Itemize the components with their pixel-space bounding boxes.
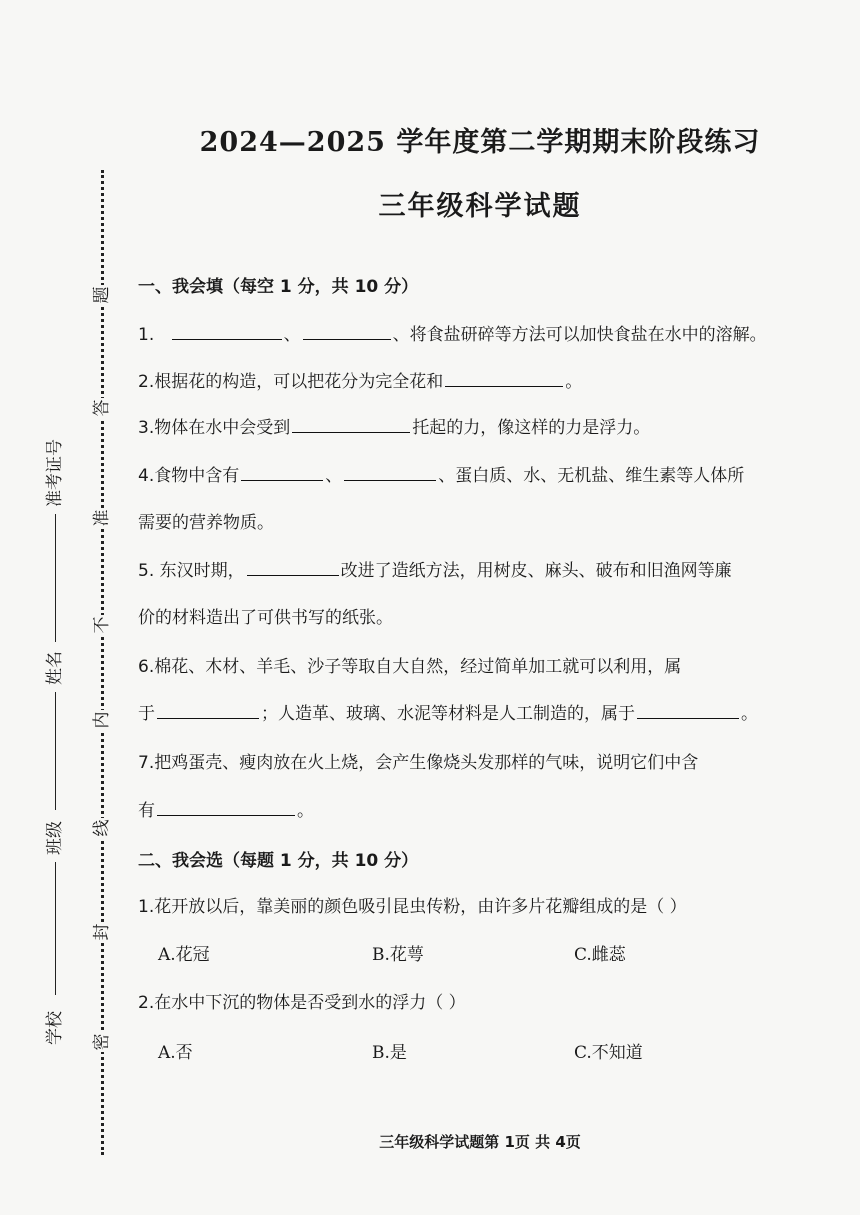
seal-char: 不 [92, 616, 112, 634]
q5-text: 5. 东汉时期， [138, 561, 245, 581]
answer-blank[interactable] [172, 323, 282, 340]
exam-number-label: 准考证号 [45, 439, 65, 507]
school-line [55, 870, 56, 995]
q6-tail: 。 [741, 704, 758, 724]
question-choice-2: 2.在水中下沉的物体是否受到水的浮力（ ） [138, 993, 466, 1013]
q2-tail: 。 [565, 372, 583, 392]
answer-blank[interactable] [157, 799, 295, 816]
q1-sep: 、 [283, 325, 301, 345]
q3-tail: 托起的力，像这样的力是浮力。 [412, 418, 651, 438]
question-fill-5 [138, 556, 732, 581]
name-line [55, 692, 56, 810]
exam-number-line [55, 514, 56, 642]
answer-blank[interactable] [344, 464, 436, 481]
seal-dotted-line [101, 170, 104, 1155]
school-field[interactable] [42, 1010, 68, 1046]
school-label: 学校 [45, 1011, 65, 1045]
name-field[interactable] [42, 650, 68, 810]
choice-option-b[interactable]: B.是 [372, 1043, 407, 1063]
q4-tail: 、蛋白质、水、无机盐、维生素等人体所 [438, 466, 745, 486]
question-fill-4 [138, 461, 744, 486]
choice-option-a[interactable]: A.否 [158, 1043, 193, 1063]
choice-option-c[interactable]: C.雌蕊 [574, 945, 626, 965]
exam-subtitle: 三年级科学试题 [378, 191, 582, 222]
question-fill-5-cont: 价的材料造出了可供书写的纸张。 [138, 608, 393, 628]
q4-text: 4.食物中含有 [138, 466, 240, 486]
q5-tail: 改进了造纸方法，用树皮、麻头、破布和旧渔网等廉 [340, 561, 732, 581]
exam-number-field[interactable] [42, 438, 68, 642]
seal-char: 线 [92, 819, 112, 837]
seal-char: 答 [92, 399, 112, 417]
answer-blank[interactable] [241, 464, 323, 481]
question-fill-6-cont [138, 699, 758, 724]
answer-blank[interactable] [292, 416, 410, 433]
answer-blank[interactable] [303, 323, 391, 340]
q1-number: 1. [138, 325, 155, 345]
q3-text: 3.物体在水中会受到 [138, 418, 291, 438]
q4-sep: 、 [325, 466, 343, 486]
q6-text: 于 [138, 704, 155, 724]
answer-blank[interactable] [247, 559, 339, 576]
question-fill-2 [138, 367, 582, 392]
q1-tail: 、将食盐研碎等方法可以加快食盐在水中的溶解。 [392, 325, 767, 345]
q7-text: 有 [138, 801, 155, 821]
q7-tail: 。 [297, 801, 314, 821]
answer-blank[interactable] [445, 370, 563, 387]
seal-char: 内 [92, 711, 112, 729]
question-fill-7: 7.把鸡蛋壳、瘦肉放在火上烧，会产生像烧头发那样的气味，说明它们中含 [138, 753, 699, 773]
class-label: 班级 [45, 821, 65, 855]
answer-blank[interactable] [157, 702, 259, 719]
answer-blank[interactable] [637, 702, 739, 719]
question-fill-7-cont [138, 796, 314, 821]
binding-margin [0, 0, 130, 1215]
question-fill-1 [138, 320, 767, 345]
q2-text: 2.根据花的构造，可以把花分为完全花和 [138, 372, 444, 392]
name-label: 姓名 [45, 651, 65, 685]
question-fill-3 [138, 413, 650, 438]
seal-char: 封 [92, 923, 112, 941]
page-footer: 三年级科学试题第 1页 共 4页 [379, 1133, 581, 1151]
section-fill-heading: 一、我会填（每空 1 分，共 10 分） [138, 277, 419, 297]
choice-option-b[interactable]: B.花萼 [372, 945, 424, 965]
choice-option-a[interactable]: A.花冠 [158, 945, 210, 965]
question-choice-1: 1.花开放以后，靠美丽的颜色吸引昆虫传粉，由许多片花瓣组成的是（ ） [138, 897, 687, 917]
choice-option-c[interactable]: C.不知道 [574, 1043, 643, 1063]
question-fill-6: 6.棉花、木材、羊毛、沙子等取自大自然，经过简单加工就可以利用，属 [138, 657, 682, 677]
section-choice-heading: 二、我会选（每题 1 分，共 10 分） [138, 851, 419, 871]
seal-char: 题 [92, 286, 112, 304]
seal-char: 准 [92, 509, 112, 527]
exam-title: 2024—2025 学年度第二学期期末阶段练习 [199, 127, 761, 158]
seal-char: 密 [92, 1033, 112, 1051]
q6-mid: ；人造革、玻璃、水泥等材料是人工制造的，属于 [261, 704, 635, 724]
question-fill-4-cont: 需要的营养物质。 [138, 513, 274, 533]
